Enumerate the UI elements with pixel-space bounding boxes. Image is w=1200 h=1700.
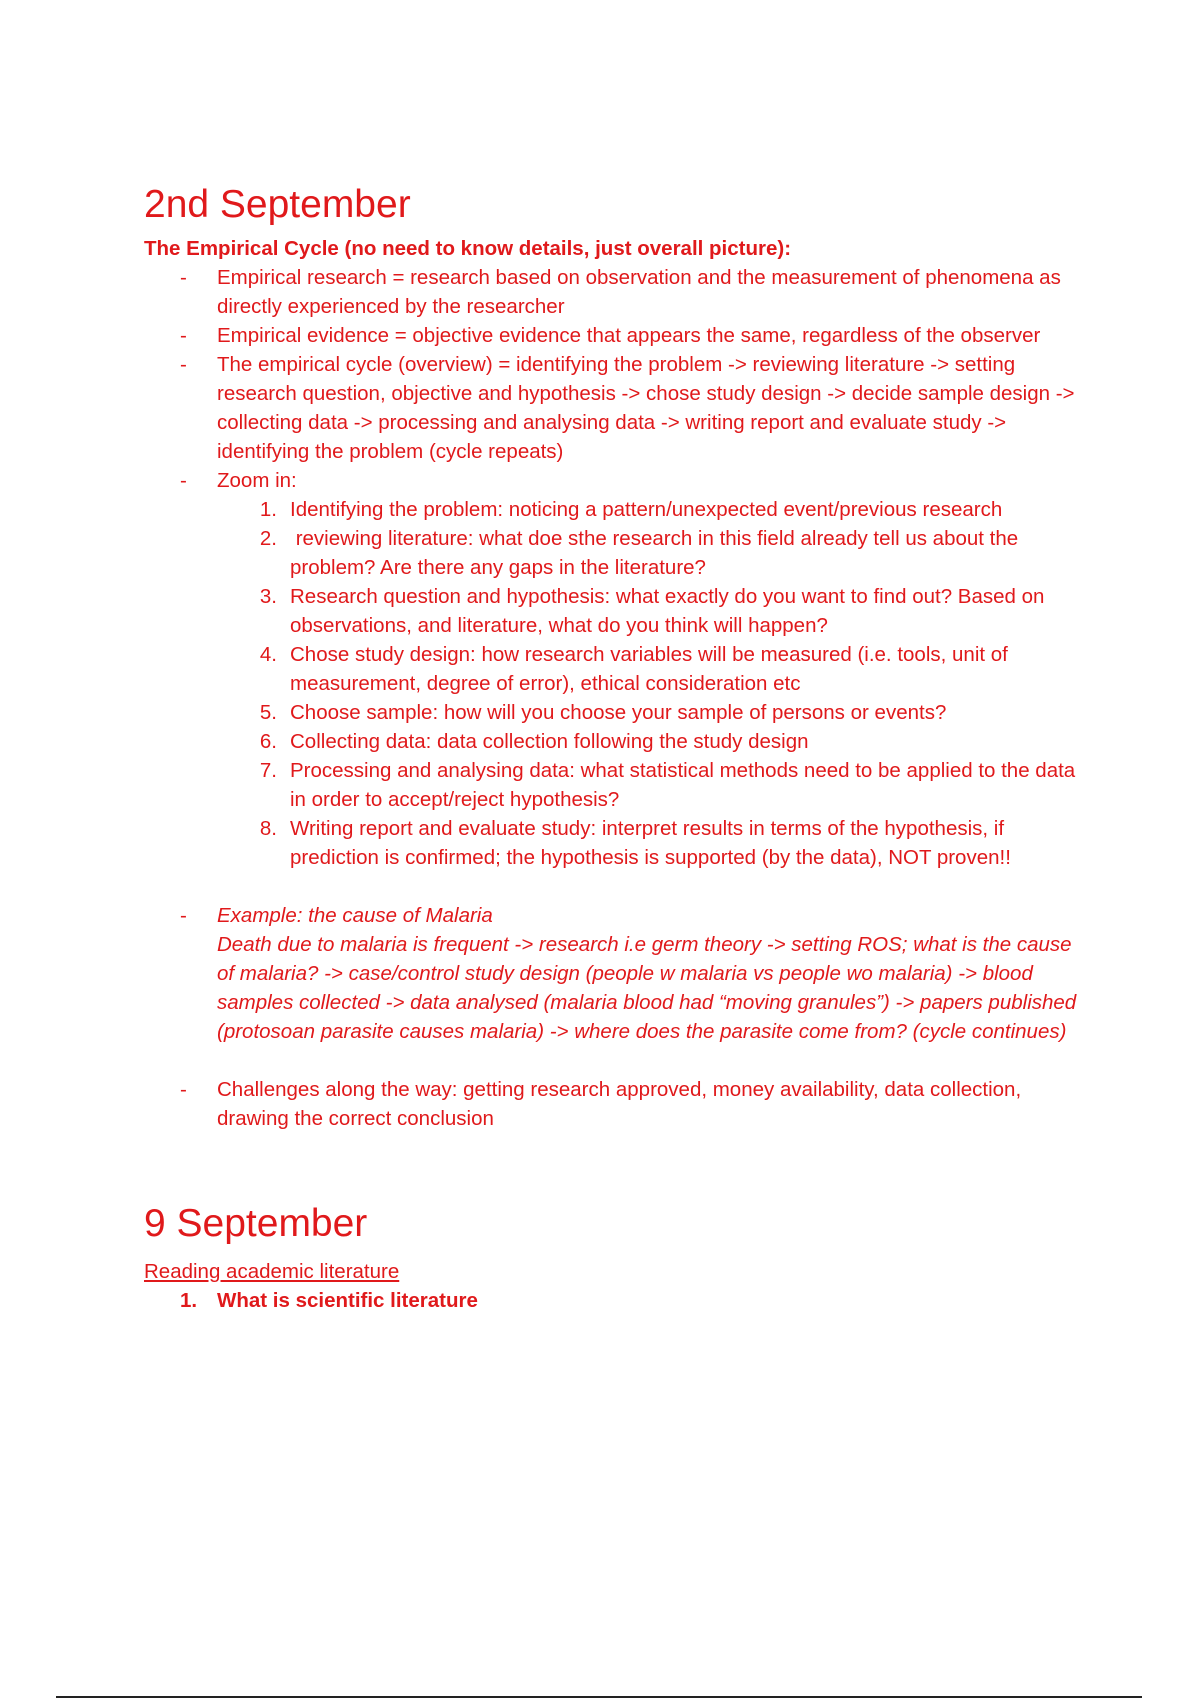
example-title: Example: the cause of Malaria [217, 904, 493, 927]
step-text: reviewing literature: what doe sthe research in this field already tell us about the problem? Are there any gaps in the literature? [290, 527, 1024, 579]
bullet-text-zoom-in: Zoom in: [217, 469, 297, 492]
empirical-cycle-subtitle: The Empirical Cycle (no need to know details, just overall picture): [144, 237, 792, 260]
bullet-text-empirical-research: Empirical research = research based on observation and the measurement of phenomena as directly experienced by the researcher [217, 266, 1061, 318]
list-item [144, 901, 1089, 1046]
item-text: What is scientific literature [217, 1289, 478, 1312]
step-text: Chose study design: how research variables will be measured (i.e. tools, unit of measurement, degree of error), ethical consideration etc [290, 643, 1008, 695]
list-item [217, 756, 1089, 814]
step-text: Choose sample: how will you choose your sample of persons or events? [290, 701, 947, 724]
challenges-text: Challenges along the way: getting research approved, money availability, data collection, drawing the correct conclusion [217, 1078, 1022, 1130]
step-number: 4. [259, 643, 277, 666]
step-number: 2. [259, 527, 277, 550]
step-number: 7. [259, 759, 277, 782]
list-item [144, 466, 1089, 872]
list-item [217, 495, 1089, 524]
list-item [217, 640, 1089, 698]
step-text: Identifying the problem: noticing a pattern/unexpected event/previous research [290, 498, 1003, 521]
list-item [144, 321, 1089, 350]
step-text: Collecting data: data collection following the study design [290, 730, 809, 753]
section-heading-9-september: 9 September [144, 1202, 368, 1245]
step-number: 3. [259, 585, 277, 608]
dash-bullet: - [180, 1078, 187, 1101]
reading-academic-literature-wrapper [144, 1247, 1089, 1286]
list-item [217, 727, 1089, 756]
dash-bullet: - [180, 266, 187, 289]
empirical-cycle-bullets [144, 263, 1089, 1133]
dash-bullet: - [180, 904, 187, 927]
list-item [144, 350, 1089, 466]
list-item [217, 814, 1089, 872]
section-heading-2nd-september: 2nd September [144, 183, 411, 226]
dash-bullet: - [180, 324, 187, 347]
reading-literature-list [144, 1286, 1089, 1315]
list-item [144, 1075, 1089, 1133]
zoom-in-steps [217, 495, 1089, 872]
document-page [144, 182, 1089, 1315]
step-text: Processing and analysing data: what statistical methods need to be applied to the data in order to accept/reject hypothesis? [290, 759, 1076, 811]
item-number: 1. [180, 1289, 198, 1312]
list-item [217, 582, 1089, 640]
step-number: 8. [259, 817, 277, 840]
step-number: 1. [259, 498, 277, 521]
step-number: 5. [259, 701, 277, 724]
example-body: Death due to malaria is frequent -> research i.e germ theory -> setting ROS; what is the cause of malaria? -> case/control study design (people w malaria vs people wo malaria) -> blood samples collected -> data analysed (malaria blood had “moving granules”) -> papers published (protosoan parasite causes malaria) -> where does the parasite come from? (cycle continues) [217, 933, 1077, 1043]
step-number: 6. [259, 730, 277, 753]
step-text: Writing report and evaluate study: interpret results in terms of the hypothesis, if prediction is confirmed; the hypothesis is supported (by the data), NOT proven!! [290, 817, 1011, 869]
footer-divider [56, 1696, 1142, 1698]
list-item [217, 524, 1089, 582]
dash-bullet: - [180, 469, 187, 492]
bullet-text-empirical-evidence: Empirical evidence = objective evidence that appears the same, regardless of the observer [217, 324, 1041, 347]
list-item [144, 263, 1089, 321]
list-item [217, 698, 1089, 727]
dash-bullet: - [180, 353, 187, 376]
step-text: Research question and hypothesis: what exactly do you want to find out? Based on observations, and literature, what do you think will happen? [290, 585, 1045, 637]
reading-academic-literature-link[interactable]: Reading academic literature [144, 1260, 400, 1283]
bullet-text-empirical-cycle-overview: The empirical cycle (overview) = identifying the problem -> reviewing literature -> setting research question, objective and hypothesis -> chose study design -> decide sample design -> collecting data -> processing and analysing data -> writing report and evaluate study -> identifying the problem (cycle repeats) [217, 353, 1075, 463]
list-item [144, 1286, 1089, 1315]
